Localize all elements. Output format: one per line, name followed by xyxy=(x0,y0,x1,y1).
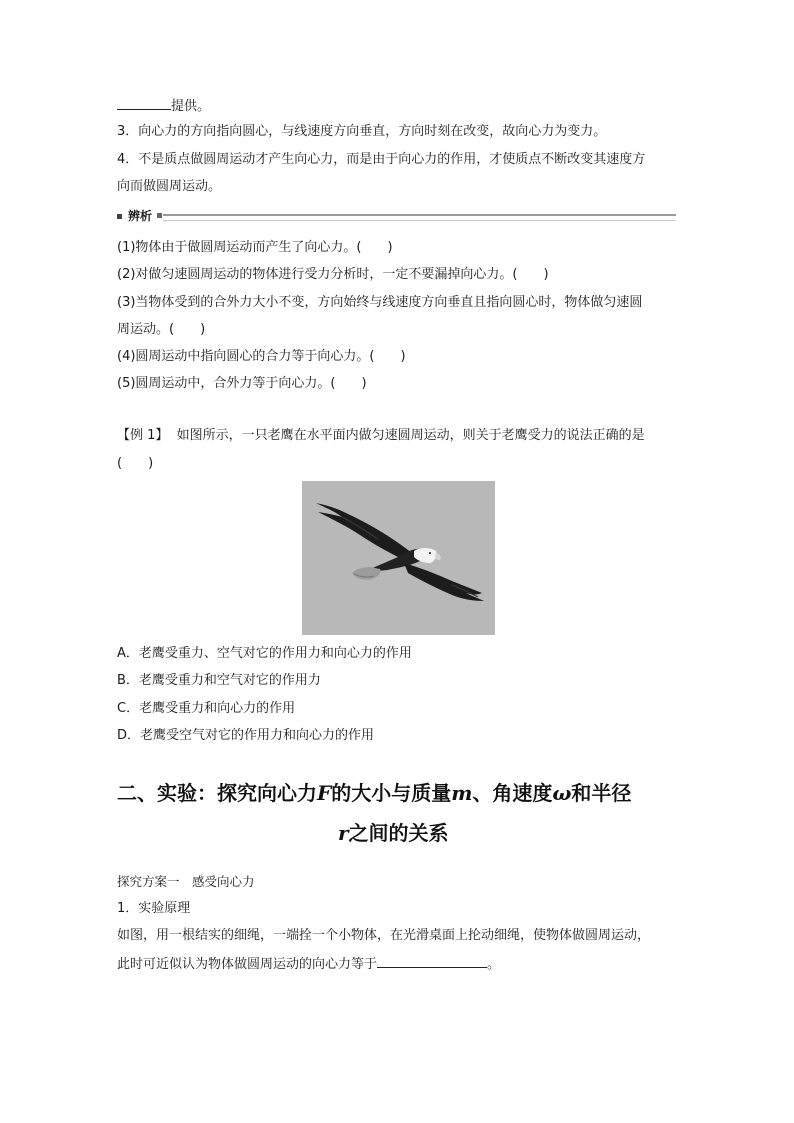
example-question-line-2: ( ) xyxy=(117,456,154,471)
option-a: A．老鹰受重力、空气对它的作用力和向心力的作用 xyxy=(117,646,412,661)
option-c: C．老鹰受重力和向心力的作用 xyxy=(117,701,296,716)
subsection-1-title: 1．实验原理 xyxy=(117,901,191,916)
point-3: 3．向心力的方向指向圆心，与线速度方向垂直，方向时刻在改变，故向心力为变力。 xyxy=(117,124,607,139)
intro-line-provided: 提供。 xyxy=(117,97,210,115)
section-2-heading-line-2: r之间的关系 xyxy=(338,821,449,845)
square-bullet-icon xyxy=(117,214,122,219)
eagle-photo xyxy=(302,481,495,635)
rule-dot-icon xyxy=(157,213,162,218)
point-4-line-1: 4．不是质点做圆周运动才产生向心力，而是由于向心力的作用，才使质点不断改变其速度方 xyxy=(117,152,646,167)
example-question-line-1: 【例 1】 如图所示，一只老鹰在水平面内做匀速圆周运动，则关于老鹰受力的说法正确的是 xyxy=(117,428,645,443)
analysis-item-5: (5)圆周运动中，合外力等于向心力。( ) xyxy=(117,376,367,391)
symbol-F: F xyxy=(317,781,332,805)
eagle-icon xyxy=(302,481,495,635)
analysis-item-3-line-2: 周运动。( ) xyxy=(117,322,206,337)
analysis-item-1: (1)物体由于做圆周运动而产生了向心力。( ) xyxy=(117,240,393,255)
option-d: D．老鹰受空气对它的作用力和向心力的作用 xyxy=(117,728,375,743)
analysis-item-3-line-1: (3)当物体受到的合外力大小不变，方向始终与线速度方向垂直且指向圆心时，物体做匀速圆 xyxy=(117,295,643,310)
plan-title: 探究方案一 感受向心力 xyxy=(117,874,255,889)
example-tag: 【例 1】 xyxy=(117,428,169,443)
principle-line-1: 如图，用一根结实的细绳，一端拴一个小物体，在光滑桌面上抡动细绳，使物体做圆周运动， xyxy=(117,928,651,943)
analysis-item-2: (2)对做匀速圆周运动的物体进行受力分析时，一定不要漏掉向心力。( ) xyxy=(117,267,549,282)
principle-line-2: 此时可近似认为物体做圆周运动的向心力等于 。 xyxy=(117,957,501,972)
fill-blank xyxy=(117,97,171,110)
point-4-line-2: 向而做圆周运动。 xyxy=(117,179,222,194)
symbol-r: r xyxy=(338,821,349,845)
section-divider xyxy=(163,214,676,221)
option-b: B．老鹰受重力和空气对它的作用力 xyxy=(117,673,321,688)
symbol-omega: ω xyxy=(552,781,572,805)
fill-blank xyxy=(377,955,487,968)
analysis-item-4: (4)圆周运动中指向圆心的合力等于向心力。( ) xyxy=(117,349,406,364)
symbol-m: m xyxy=(451,781,473,805)
section-2-heading-line-1: 二、实验：探究向心力F的大小与质量m、角速度ω和半径 xyxy=(117,781,632,805)
analysis-label: 辨析 xyxy=(117,208,152,224)
